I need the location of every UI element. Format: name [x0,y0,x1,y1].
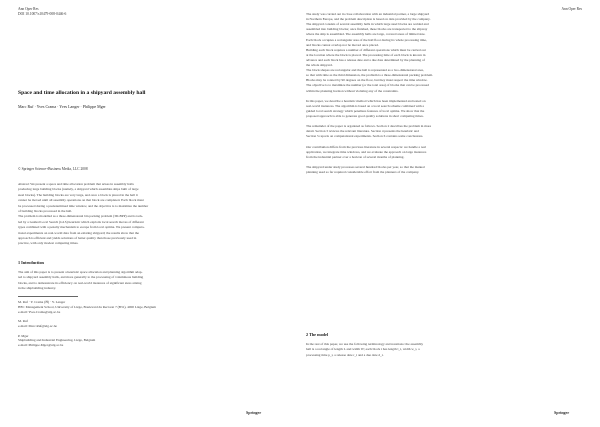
body-line [306,140,582,144]
body-line: at the location where the block is placed. The processing time of each block is known in [306,52,426,57]
intro-line: ted to shipyard assembly halls, and more generally to the processing of voluminous building [18,275,144,280]
model-line: In the rest of this paper, we use the following terminology and notations: the assembly [306,342,424,346]
abstract-line: The problem is modelled as a three-dimensional bin packing problem (3D-BPP) and is tack- [18,214,144,219]
body-line: The shipyard consists of several assembly halls in which large steel blocks are welded and [306,22,429,27]
body-line: Building each block requires a number of different operations which must be carried out [306,47,426,52]
footnote-line: HEC Management School, University of Liège, Boulevard du Rectorat 7 (B31), 4000 Liège, Belgium [18,304,156,309]
abstract-line: approach is efficient and yields solutions of better quality than those previously used in [18,236,137,240]
section-heading-introduction: 1 Introduction [18,260,44,265]
intro-line: The aim of this paper is to present a heuristic space allocation and planning algorithm adap- [18,270,143,274]
body-line: The remainder of the paper is organized as follows. Section 2 describes the problem in more [306,124,432,129]
footnote-line: e-mail: Philippe.Mger@ulg.ac.be [18,343,64,348]
footnote-line: e-mail: Marc.Ruf@ulg.ac.be [18,324,57,328]
body-line: In this paper, we describe a heuristic method which has been implemented and tested on [306,98,426,103]
footnote-line: M. Ruf · Y. Crama (✉) · Y. Langer [18,300,66,304]
body-line: and blocks cannot overlap nor be moved once placed. [306,42,379,47]
body-line: where the ship is assembled. The assembly halls are large, covered areas of limited size. [306,32,426,37]
footnote-line: e-mail: Yves.Crama@ulg.ac.be [18,309,61,314]
body-line: within the planning horizon without violating any of the constraints. [306,88,399,93]
body-line: Our contribution differs from the previous literature in several respects: we handle a real [306,144,426,149]
body-line: assembled into building blocks; once finished, these blocks are transported to the slipway [306,27,428,32]
body-line: detail. Section 3 reviews the relevant literature. Section 4 presents the heuristic and [306,129,419,134]
body-line: The study was carried out in close collaboration with an industrial partner, a large shipyard [306,12,430,16]
body-line: proposed approach is able to generate good quality solutions in short computing times. [306,114,424,118]
intro-line: blocks, and to demonstrate its efficiency on real-world instances of significant sizes arising [18,280,142,285]
left-page [18,4,280,422]
abstract-line: tional experiments on real-world data from an existing shipyard; the results show that the [18,230,139,235]
footnote-line: M. Ruf [18,319,28,324]
model-line: processing time p_i, a release date r_i and a due date d_i. [306,352,384,357]
intro-line: in the shipbuilding industry. [18,286,57,291]
abstract-line: practice, with only modest computing times. [18,241,79,246]
paper-title: Space and time allocation in a shipyard assembly hall [18,90,146,96]
abstract-line: cannot be moved until all assembly operations on that block are completed. Each block must [18,198,144,203]
received-line: © Springer Science+Business Media, LLC 2008 [18,167,88,171]
abstract-line: types combined with a penalty mechanism to escape from local optima. We present computa- [18,225,145,230]
body-line: planning used so far required considerable effort from the planners of the company. [306,170,420,175]
footnote-line [18,314,280,318]
right-page [306,4,582,422]
body-line: guided local search strategy which penalizes features of local optima. We show that the [306,108,425,113]
doi: DOI 10.1007/s10479-008-0446-6 [18,12,67,16]
model-line: hall is a rectangle of length L and width W; each block i has length l_i, width w_i, a [306,347,420,352]
body-line: Each block occupies a rectangular area of the hall floor during its whole processing time, [306,37,427,42]
abstract-line: steel blocks). The building blocks are very large, and once a block is placed in the hall it [18,192,138,197]
journal-name: Ann Oper Res [18,7,39,11]
running-head: Ann Oper Res [561,7,582,11]
section-heading-model: 2 The model [306,332,329,337]
footnote-line: Shipbuilding and Industrial Engineering, Liège, Belgium [18,338,96,343]
springer-logo-right: Springer [554,410,570,415]
body-line: the whole shipyard. [306,63,333,67]
body-line: from the industrial partner over a horizon of several months of planning. [306,154,405,159]
body-line [306,94,582,98]
abstract-line: Abstract We present a space and time allocation problem that arises in assembly halls [18,182,134,186]
footnote-line [18,329,280,333]
abstract-line: producing large building blocks (namely, a shipyard which assembles ships built of large [18,187,139,192]
body-line [306,160,582,164]
body-line: Section 5 reports on computational experiments. Section 6 contains some conclusions. [306,134,424,139]
footnote-line: P. Mger [18,333,29,338]
body-line: real-world instances. The algorithm is based on a local search scheme combined with a [306,103,425,108]
body-line: so that with time as the third dimension, the problem is a three-dimensional packing problem. [306,73,433,78]
body-line: The block shapes are rectangular and the hall is represented as a two-dimensional area, [306,68,424,73]
body-line: The shipyard under study processes several hundred blocks per year, so that the manual [306,165,425,169]
body-line: application, we integrate time windows, and we evaluate the approach on large instances [306,149,427,154]
body-line: advance and each block has a release date and a due date determined by the planning of [306,57,425,62]
body-line [306,119,582,123]
abstract-line: led by a Guided Local Search (GLS) heuristic which exploits local search moves of different [18,219,144,224]
authors: Marc Ruf · Yves Crama · Yves Langer · Philippe Mger [18,104,106,109]
body-line: The objective is to maximize the number (or the total area) of blocks that can be processed [306,83,429,88]
springer-logo: Springer [246,410,262,415]
abstract-line: of building blocks processed in the hall. [18,209,73,213]
body-line: in Northern Europe, and the problem description is based on data provided by the company. [306,17,431,22]
abstract-line: be processed during a predetermined time window, and the objective is to maximize the number [18,203,149,208]
footnote-rule [18,296,78,297]
body-line: Blocks may be rotated by 90 degrees on the floor, but they must respect the time window. [306,78,428,83]
